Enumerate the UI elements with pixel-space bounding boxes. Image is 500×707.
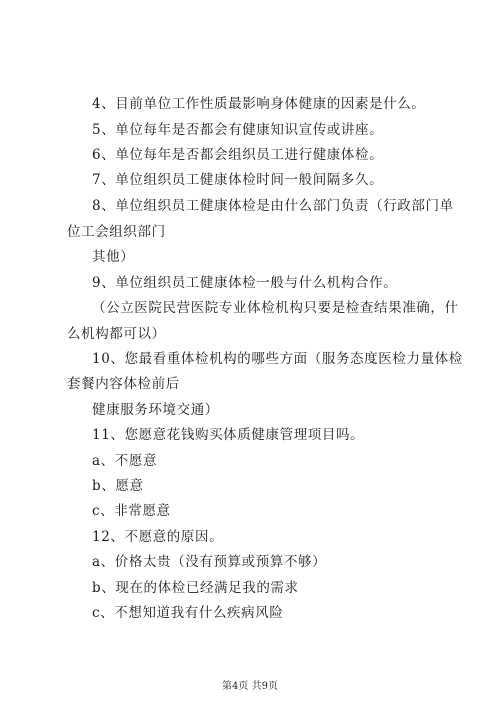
text-line: 12、不愿意的原因。 xyxy=(92,529,224,545)
text-line: c、不想知道我有什么疾病风险 xyxy=(92,605,284,621)
text-line: 8、单位组织员工健康体检是由什么部门负责（行政部门单 xyxy=(92,198,454,214)
text-line: 9、单位组织员工健康体检一般与什么机构合作。 xyxy=(92,275,398,291)
text-line: 其他） xyxy=(92,249,135,265)
text-line: b、现在的体检已经满足我的需求 xyxy=(92,580,299,596)
text-line: c、非常愿意 xyxy=(92,503,171,519)
text-line: 套餐内容体检前后 xyxy=(67,376,180,392)
text-line: 5、单位每年是否都会有健康知识宣传或讲座。 xyxy=(92,122,384,138)
text-line: 10、您最看重体检机构的哪些方面（服务态度医检力量体检 xyxy=(92,351,463,367)
text-line: 11、您愿意花钱购买体质健康管理项目吗。 xyxy=(92,427,365,443)
text-line: a、不愿意 xyxy=(92,453,158,469)
text-line: 么机构都可以） xyxy=(67,326,166,342)
page-number: 第4页 共9页 xyxy=(222,681,278,692)
text-line: 7、单位组织员工健康体检时间一般间隔多久。 xyxy=(92,172,384,188)
text-line: 健康服务环境交通） xyxy=(92,402,219,418)
text-line: a、价格太贵（没有预算或预算不够） xyxy=(92,554,327,570)
text-line: 位工会组织部门 xyxy=(67,224,166,240)
text-line: 6、单位每年是否都会组织员工进行健康体检。 xyxy=(92,147,384,163)
text-line: b、愿意 xyxy=(92,478,144,494)
text-line: 4、目前单位工作性质最影响身体健康的因素是什么。 xyxy=(92,96,426,112)
text-line: （公立医院民营医院专业体检机构只要是检查结果准确，什 xyxy=(92,300,459,316)
